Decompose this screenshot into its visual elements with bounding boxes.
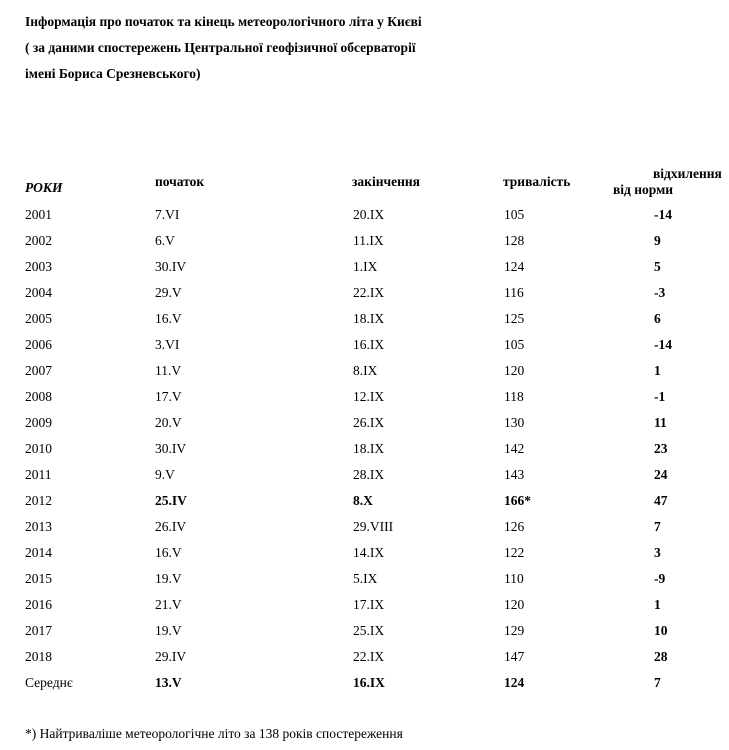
cell-year: 2003 [25,259,52,274]
cell-deviation: 9 [654,233,661,248]
cell-end: 17.IX [353,597,385,612]
table-row [0,202,729,228]
cell-deviation: -3 [654,285,666,300]
cell-duration: 124 [504,675,525,690]
cell-deviation: 7 [654,675,661,690]
cell-deviation: 24 [654,467,668,482]
table-row [0,462,729,488]
table-row [0,436,729,462]
table-row [0,358,729,384]
cell-start: 7.VI [155,207,180,222]
cell-deviation: 47 [654,493,668,508]
cell-year: Середнє [25,675,73,690]
cell-duration: 128 [504,233,525,248]
cell-year: 2016 [25,597,52,612]
cell-start: 3.VI [155,337,180,352]
table-row [0,254,729,280]
cell-start: 6.V [155,233,175,248]
cell-year: 2014 [25,545,52,560]
cell-year: 2011 [25,467,52,482]
table-row [0,566,729,592]
cell-duration: 142 [504,441,525,456]
header-deviation-line-1: відхилення [653,166,722,181]
table-row [0,514,729,540]
footnote: *) Найтриваліше метеорологічне літо за 138 років спостереження [25,726,403,741]
table-row-record [0,488,729,514]
title-line-2: ( за даними спостережень Центральної геофізичної обсерваторії [25,40,416,55]
cell-start: 9.V [155,467,175,482]
header-start: початок [155,174,205,189]
cell-year: 2009 [25,415,52,430]
document-title [25,9,715,87]
table-row [0,228,729,254]
cell-deviation: 1 [654,363,661,378]
cell-duration: 118 [504,389,524,404]
table-row [0,540,729,566]
cell-duration: 147 [504,649,525,664]
cell-year: 2008 [25,389,52,404]
cell-end: 18.IX [353,311,385,326]
table-row [0,332,729,358]
cell-duration: 166* [504,493,531,508]
cell-end: 29.VIII [353,519,394,534]
cell-end: 8.X [353,493,373,508]
cell-year: 2012 [25,493,52,508]
cell-duration: 129 [504,623,525,638]
table-row [0,592,729,618]
cell-start: 17.V [155,389,182,404]
table-row [0,644,729,670]
cell-duration: 122 [504,545,525,560]
cell-start: 19.V [155,571,182,586]
cell-end: 20.IX [353,207,385,222]
cell-end: 5.IX [353,571,378,586]
cell-start: 13.V [155,675,182,690]
cell-duration: 143 [504,467,525,482]
cell-duration: 116 [504,285,524,300]
cell-deviation: 7 [654,519,661,534]
cell-end: 12.IX [353,389,385,404]
header-end: закінчення [352,174,420,189]
cell-deviation: 6 [654,311,661,326]
cell-start: 29.V [155,285,182,300]
cell-duration: 125 [504,311,525,326]
cell-year: 2001 [25,207,52,222]
cell-start: 16.V [155,311,182,326]
cell-start: 19.V [155,623,182,638]
data-table [0,202,729,696]
header-deviation-line-2: від норми [613,182,674,197]
cell-end: 22.IX [353,649,385,664]
cell-deviation: 11 [654,415,667,430]
cell-deviation: 10 [654,623,668,638]
cell-end: 16.IX [353,337,385,352]
title-line-3: імені Бориса Срезневського) [25,66,201,81]
cell-year: 2007 [25,363,52,378]
table-row [0,618,729,644]
cell-start: 29.IV [155,649,187,664]
cell-year: 2015 [25,571,52,586]
cell-duration: 105 [504,207,525,222]
table-row [0,280,729,306]
table-row [0,410,729,436]
cell-end: 14.IX [353,545,385,560]
cell-deviation: 5 [654,259,661,274]
cell-start: 30.IV [155,259,187,274]
cell-duration: 124 [504,259,525,274]
cell-end: 25.IX [353,623,385,638]
cell-end: 11.IX [353,233,384,248]
cell-duration: 126 [504,519,525,534]
cell-year: 2002 [25,233,52,248]
cell-end: 22.IX [353,285,385,300]
cell-start: 20.V [155,415,182,430]
cell-duration: 105 [504,337,525,352]
cell-deviation: 28 [654,649,668,664]
cell-deviation: -1 [654,389,666,404]
cell-end: 1.IX [353,259,378,274]
cell-deviation: -9 [654,571,666,586]
cell-end: 26.IX [353,415,385,430]
cell-year: 2017 [25,623,52,638]
cell-start: 26.IV [155,519,187,534]
cell-year: 2006 [25,337,52,352]
cell-start: 25.IV [155,493,187,508]
table-row-average [0,670,729,696]
cell-end: 28.IX [353,467,385,482]
cell-start: 11.V [155,363,182,378]
cell-year: 2005 [25,311,52,326]
title-line-1: Інформація про початок та кінець метеорологічного літа у Києві [25,14,422,29]
header-years: РОКИ [25,180,63,195]
cell-start: 21.V [155,597,182,612]
cell-duration: 130 [504,415,525,430]
cell-deviation: 23 [654,441,668,456]
table-row [0,306,729,332]
cell-start: 16.V [155,545,182,560]
header-duration: тривалість [503,174,571,189]
table-row [0,384,729,410]
cell-end: 8.IX [353,363,378,378]
cell-year: 2013 [25,519,52,534]
cell-year: 2004 [25,285,52,300]
cell-deviation: -14 [654,207,672,222]
cell-duration: 120 [504,363,525,378]
cell-year: 2018 [25,649,52,664]
cell-deviation: 3 [654,545,661,560]
cell-end: 16.IX [353,675,385,690]
cell-year: 2010 [25,441,52,456]
cell-deviation: 1 [654,597,661,612]
cell-deviation: -14 [654,337,672,352]
cell-duration: 110 [504,571,524,586]
cell-end: 18.IX [353,441,385,456]
cell-start: 30.IV [155,441,187,456]
cell-duration: 120 [504,597,525,612]
